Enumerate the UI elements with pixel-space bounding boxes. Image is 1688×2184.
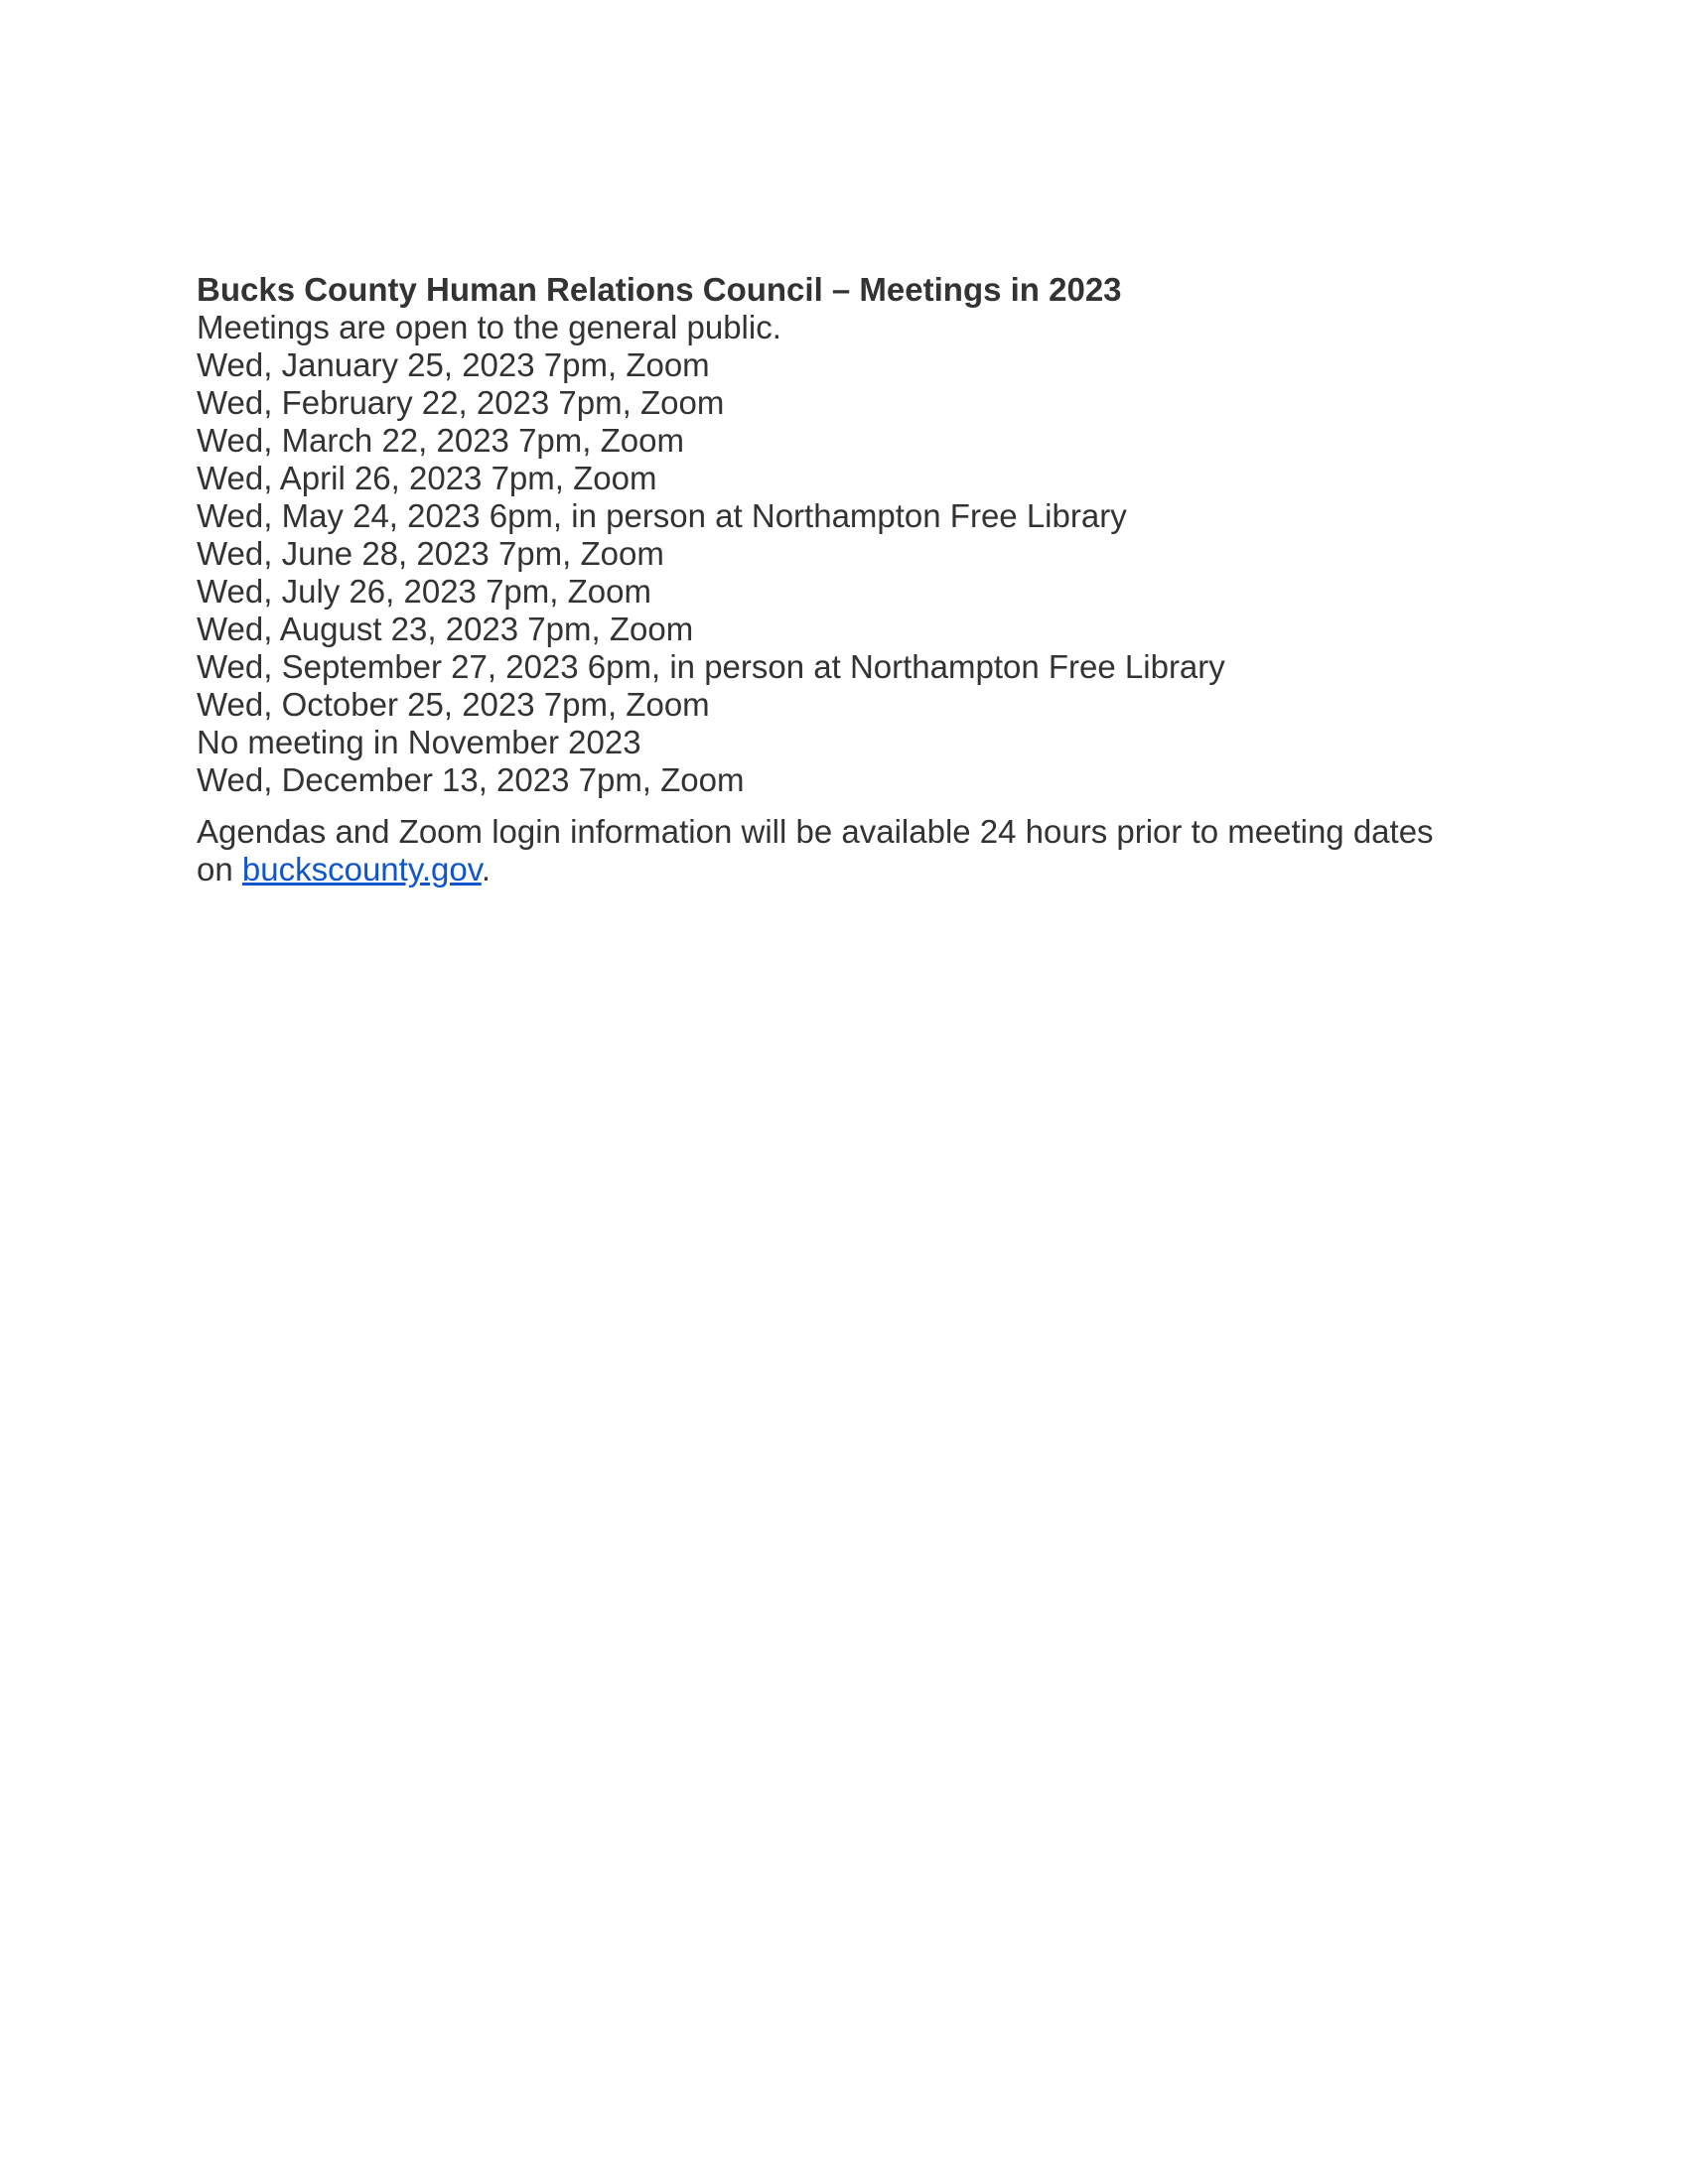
meeting-item-october: Wed, October 25, 2023 7pm, Zoom	[197, 686, 710, 723]
document-page	[197, 271, 1487, 888]
meeting-item-december: Wed, December 13, 2023 7pm, Zoom	[197, 761, 745, 798]
agenda-note-end: .	[481, 851, 491, 887]
document-title: Bucks County Human Relations Council – Meetings in 2023	[197, 271, 1122, 308]
meeting-item-february: Wed, February 22, 2023 7pm, Zoom	[197, 384, 725, 421]
meeting-item-july: Wed, July 26, 2023 7pm, Zoom	[197, 573, 651, 610]
meeting-item-june: Wed, June 28, 2023 7pm, Zoom	[197, 535, 664, 572]
meeting-item-november: No meeting in November 2023	[197, 724, 641, 760]
meeting-item-september: Wed, September 27, 2023 6pm, in person at Northampton Free Library	[197, 648, 1225, 685]
agenda-note-text: Agendas and Zoom login information will be available 24 hours prior to meeting dates on	[197, 813, 1434, 887]
agenda-note	[197, 813, 1477, 888]
intro-text: Meetings are open to the general public.	[197, 309, 781, 345]
meeting-item-april: Wed, April 26, 2023 7pm, Zoom	[197, 460, 657, 496]
meeting-item-january: Wed, January 25, 2023 7pm, Zoom	[197, 346, 710, 383]
meeting-item-august: Wed, August 23, 2023 7pm, Zoom	[197, 611, 694, 647]
buckscounty-link[interactable]: buckscounty.gov	[241, 851, 482, 887]
meeting-item-march: Wed, March 22, 2023 7pm, Zoom	[197, 422, 684, 459]
meeting-list	[197, 346, 1487, 799]
meeting-item-may: Wed, May 24, 2023 6pm, in person at Northampton Free Library	[197, 497, 1127, 534]
